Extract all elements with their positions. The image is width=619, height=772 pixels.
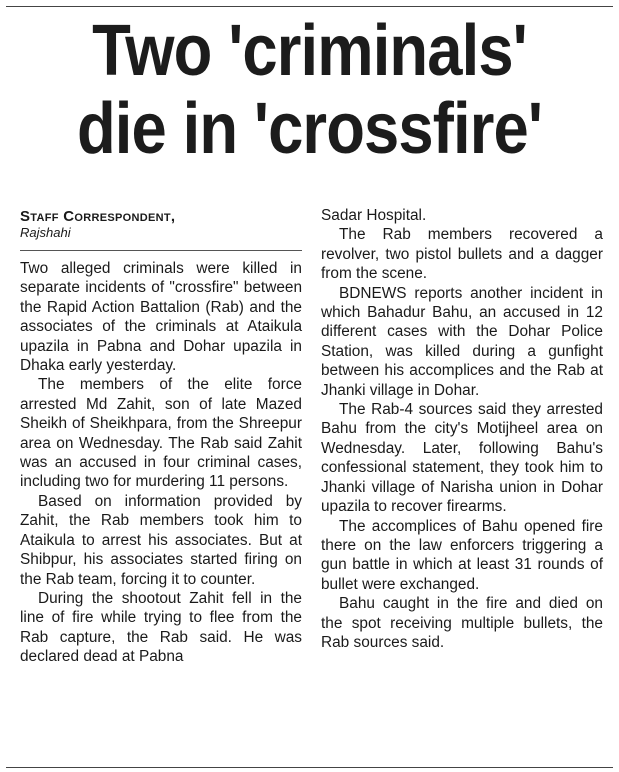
paragraph: The members of the elite force arrested Md Zahit, son of late Mazed Sheikh of Sheikhpara, from the Shreepur area on Wednesday. The Rab said Zahit was an accused in four criminal cases, including two for murdering 11 persons. <box>20 376 302 491</box>
headline-line-1: Two 'criminals' <box>92 11 527 91</box>
bottom-frame-rule <box>6 767 613 768</box>
byline-place: Rajshahi <box>20 225 71 240</box>
paragraph: Based on information provided by Zahit, the Rab members took him to Ataikula to arrest his associates. But at Shibpur, his associates started firing on the Rab team, forcing it to counter. <box>20 492 302 588</box>
headline <box>37 12 582 168</box>
right-column <box>321 206 603 652</box>
byline-divider <box>20 250 302 251</box>
headline-line-2: die in 'crossfire' <box>76 89 543 169</box>
paragraph: Bahu caught in the fire and died on the spot receiving multiple bullets, the Rab sources said. <box>321 595 603 651</box>
paragraph: BDNEWS reports another incident in which Bahadur Bahu, an accused in 12 different cases with the Dohar Police Station, was killed during a gunfight between his accomplices and the Rab at Jhanki village in Dohar. <box>321 284 603 399</box>
left-column <box>20 206 302 667</box>
paragraph: Two alleged criminals were killed in separate incidents of "crossfire" between the Rapid Action Battalion (Rab) and the associates of the criminals at Ataikula upazila in Pabna and Dohar upazila in Dhaka early yesterday. <box>20 260 302 375</box>
byline-name: Staff Correspondent, <box>20 208 176 225</box>
paragraph: The Rab-4 sources said they arrested Bahu from the city's Motijheel area on Wednesday. Later, following Bahu's confessional statement, they took him to Jhanki village of Narisha union in Dohar upazila to recover firearms. <box>321 401 603 516</box>
top-frame-rule <box>6 6 613 7</box>
paragraph: The accomplices of Bahu opened fire there on the law enforcers triggering a gun battle in which at least 31 rounds of bullet were exchanged. <box>321 517 603 593</box>
paragraph: The Rab members recovered a revolver, two pistol bullets and a dagger from the scene. <box>321 226 603 283</box>
paragraph: Sadar Hospital. <box>321 207 427 224</box>
paragraph: During the shootout Zahit fell in the line of fire while trying to flee from the Rab capture, the Rab said. He was declared dead at Pabna <box>20 589 302 666</box>
